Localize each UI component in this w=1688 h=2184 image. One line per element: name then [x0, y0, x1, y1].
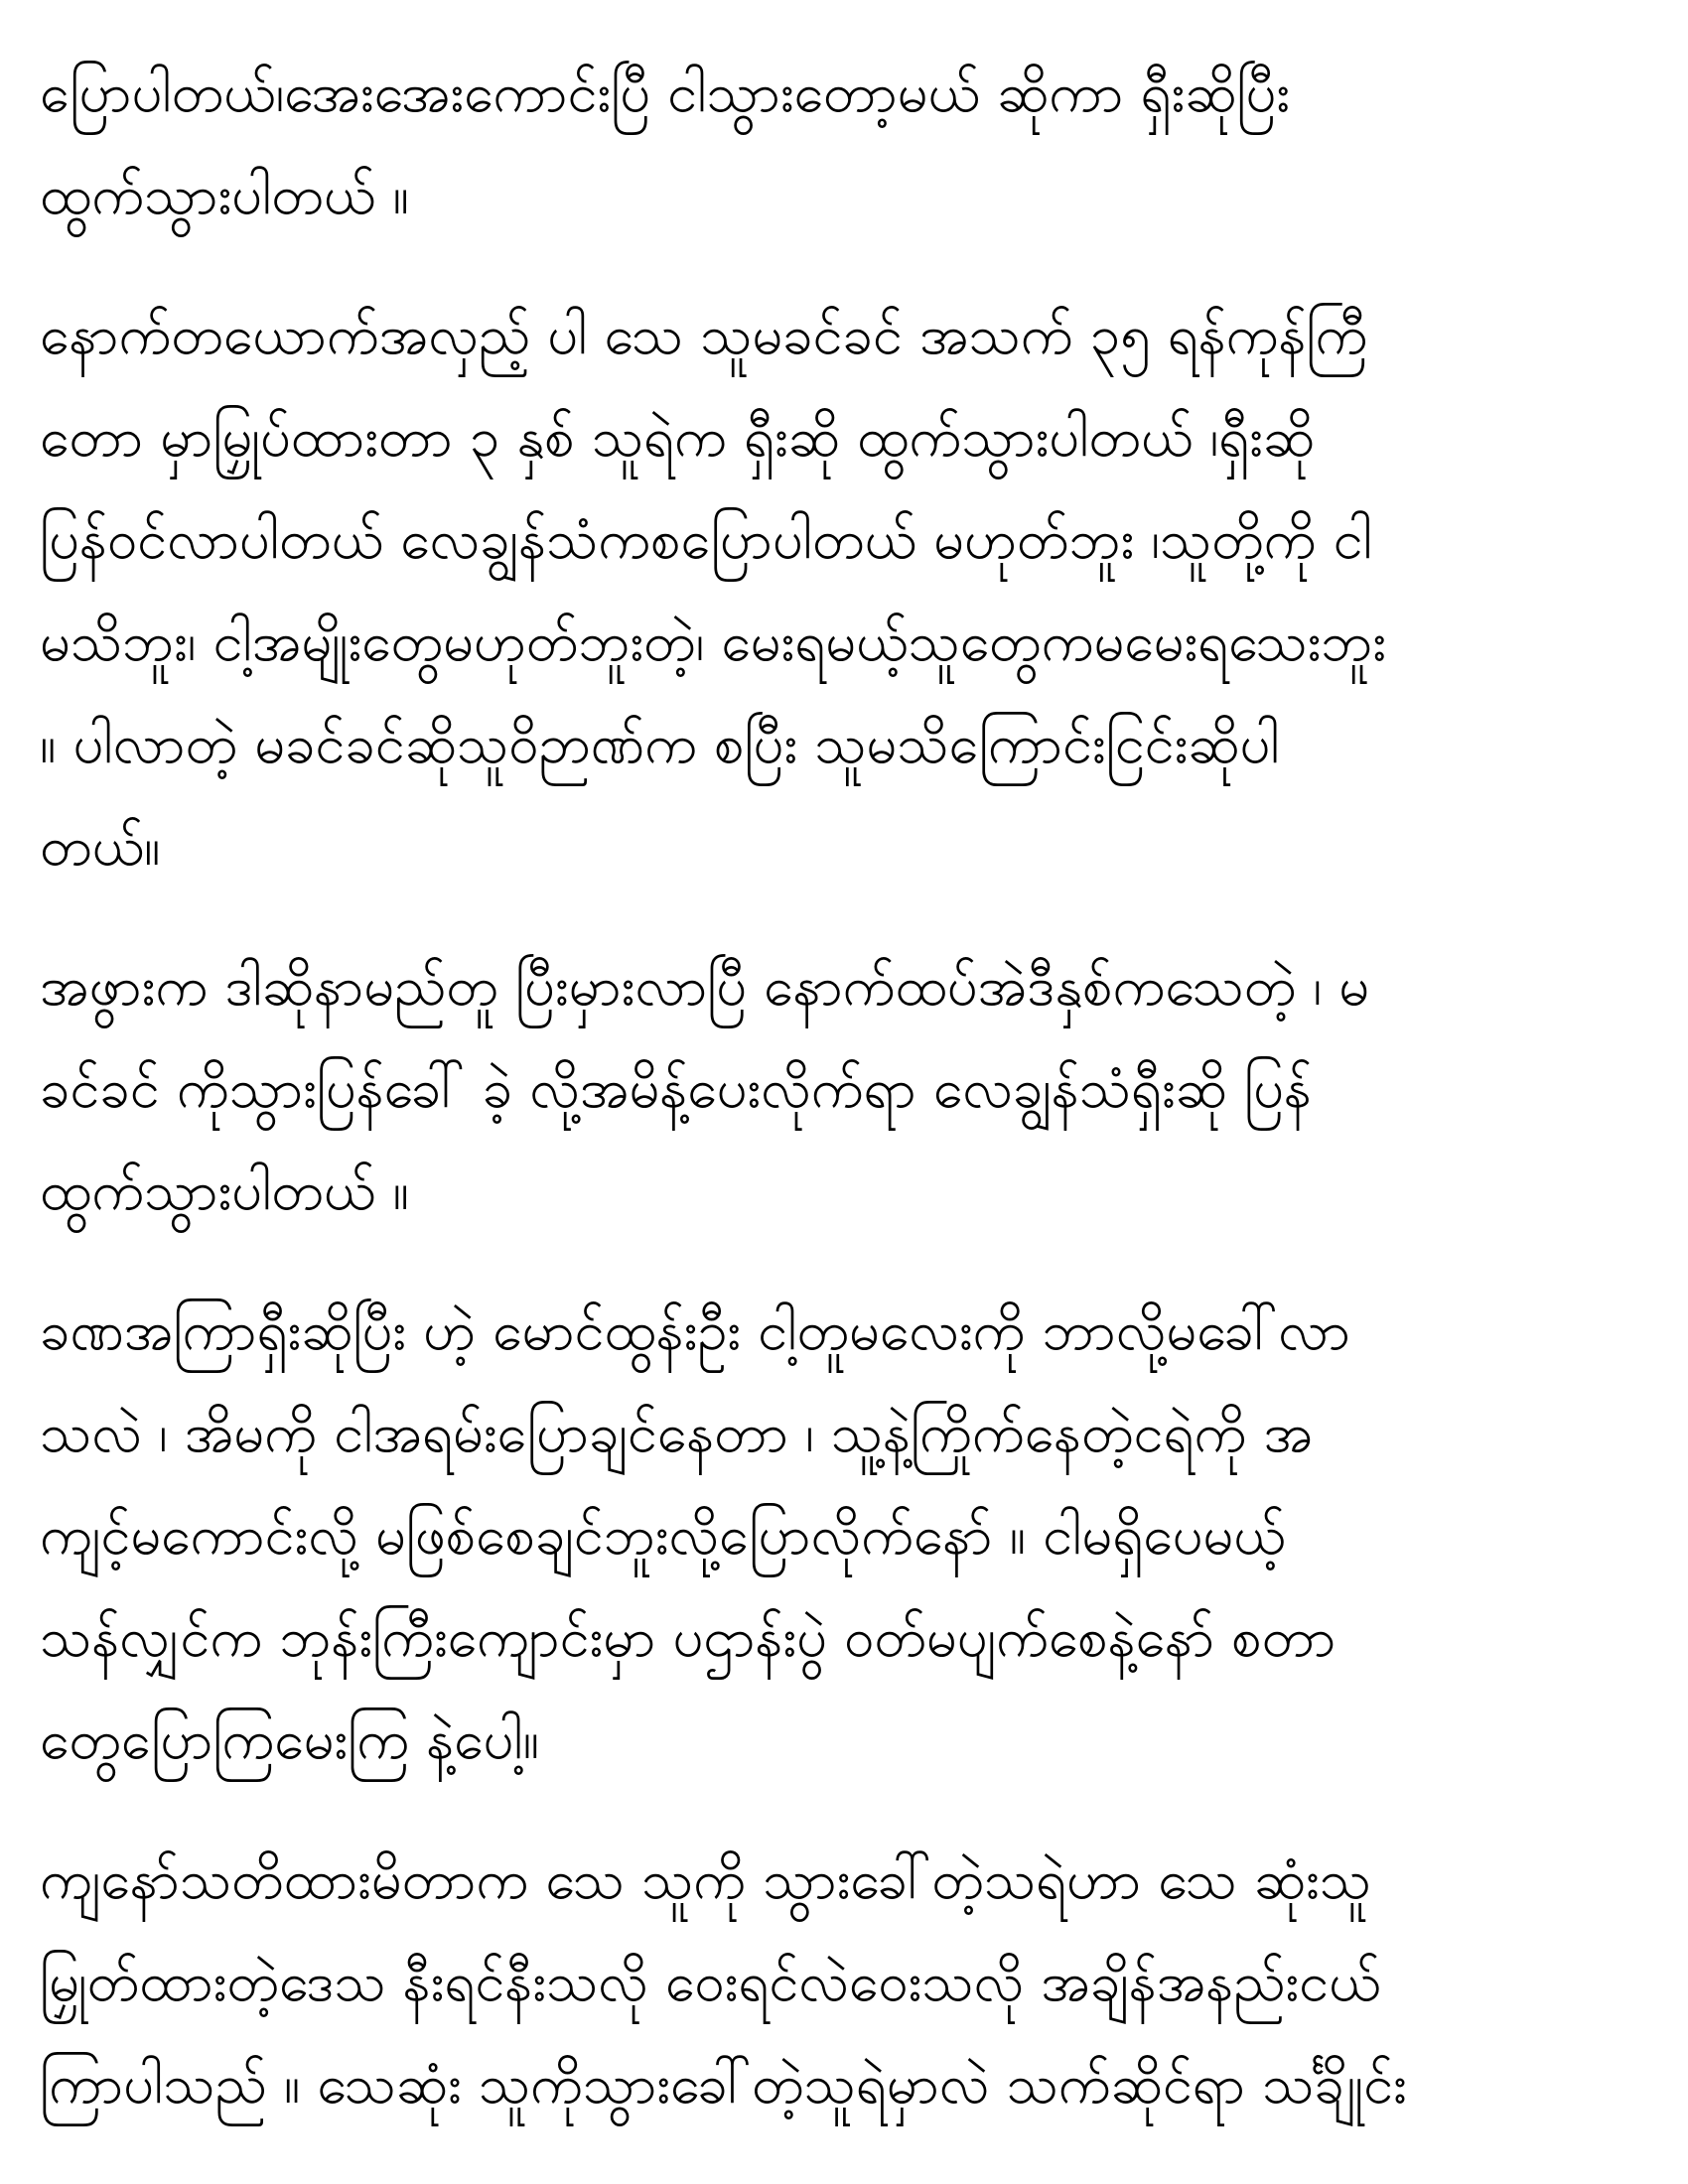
text-line: ပြောပါတယ်၊အေးအေးကောင်းပြီ ငါသွားတော့မယ် ဆိုကာ ရှီးဆိုပြီး: [40, 62, 1291, 124]
document-page: [40, 42, 1638, 2173]
text-line: ထွက်သွားပါတယ် ။: [40, 164, 409, 226]
text-line: ကြာပါသည် ။ သေဆုံး သူကိုသွားခေါ်တဲ့သူရဲမှာလဲ သက်ဆိုင်ရာ သင်္ချိုင်း: [40, 2053, 1407, 2116]
paragraph-2: [40, 284, 1638, 897]
paragraph-5: [40, 1829, 1638, 2135]
paragraph-4: [40, 1280, 1638, 1791]
text-line: နောက်တယောက်အလှည့် ပါ သေ သူမခင်ခင် အသက် ၃၅ ရန်ကုန်ကြီ: [40, 304, 1368, 366]
text-line: အဖွားက ဒါဆိုနာမည်တူ ပြီးမှားလာပြီ နောက်ထပ်အဲဒီနှစ်ကသေတဲ့ ၊ မ: [40, 955, 1370, 1018]
text-line: သန်လျှင်က ဘုန်းကြီးကျောင်းမှာ ပဌာန်းပွဲ ဝတ်မပျက်စေနဲ့နော် စတာ: [40, 1606, 1336, 1669]
text-line: တယ်။: [40, 815, 161, 878]
text-line: ကျင့်မကောင်းလို့ မဖြစ်စေချင်ဘူးလို့ပြောလိုက်နော် ။ ငါမရှိပေမယ့်: [40, 1504, 1286, 1567]
text-line: မသိဘူး၊ ငါ့အမျိုးတွေမဟုတ်ဘူးတဲ့၊ မေးရမယ့်သူတွေကမမေးရသေးဘူး: [40, 611, 1387, 673]
paragraph-1: [40, 42, 1638, 246]
text-line: ပြန်ဝင်လာပါတယ် လေချွန်သံကစပြောပါတယ် မဟုတ်ဘူး ၊သူတို့ကို ငါ: [40, 508, 1372, 571]
text-line: တွေပြောကြမေးကြ နဲ့ပေါ့။: [40, 1708, 539, 1771]
text-line: မြှုတ်ထားတဲ့ဒေသ နီးရင်နီးသလို ဝေးရင်လဲဝေးသလို အချိန်အနည်းငယ်: [40, 1951, 1381, 2013]
text-line: ခင်ခင် ကိုသွားပြန်ခေါ် ခဲ့ လို့အမိန့်ပေးလိုက်ရာ လေချွန်သံရှီးဆို ပြန်: [40, 1057, 1312, 1120]
text-line: တော မှာမြှုပ်ထားတာ ၃ နှစ် သူရဲက ရှီးဆို ထွက်သွားပါတယ် ၊ရှီးဆို: [40, 406, 1316, 469]
text-line: ခဏအကြာရှီးဆိုပြီး ဟဲ့ မောင်ထွန်းဦး ငါ့တူမလေးကို ဘာလို့မခေါ်လာ: [40, 1299, 1350, 1362]
text-line: ကျနော်သတိထားမိတာက သေ သူကို သွားခေါ်တဲ့သရဲဟာ သေ ဆုံးသူ: [40, 1848, 1371, 1911]
paragraph-3: [40, 935, 1638, 1242]
text-line: ထွက်သွားပါတယ် ။: [40, 1160, 409, 1222]
text-line: ။ ပါလာတဲ့ မခင်ခင်ဆိုသူဝိဉာဏ်က စပြီး သူမသိကြောင်းငြင်းဆိုပါ: [40, 713, 1280, 775]
text-line: သလဲ ၊ အိမကို ငါအရမ်းပြောချင်နေတာ ၊ သူ့နဲ့ကြိုက်နေတဲ့ငရဲကို အ: [40, 1402, 1314, 1464]
